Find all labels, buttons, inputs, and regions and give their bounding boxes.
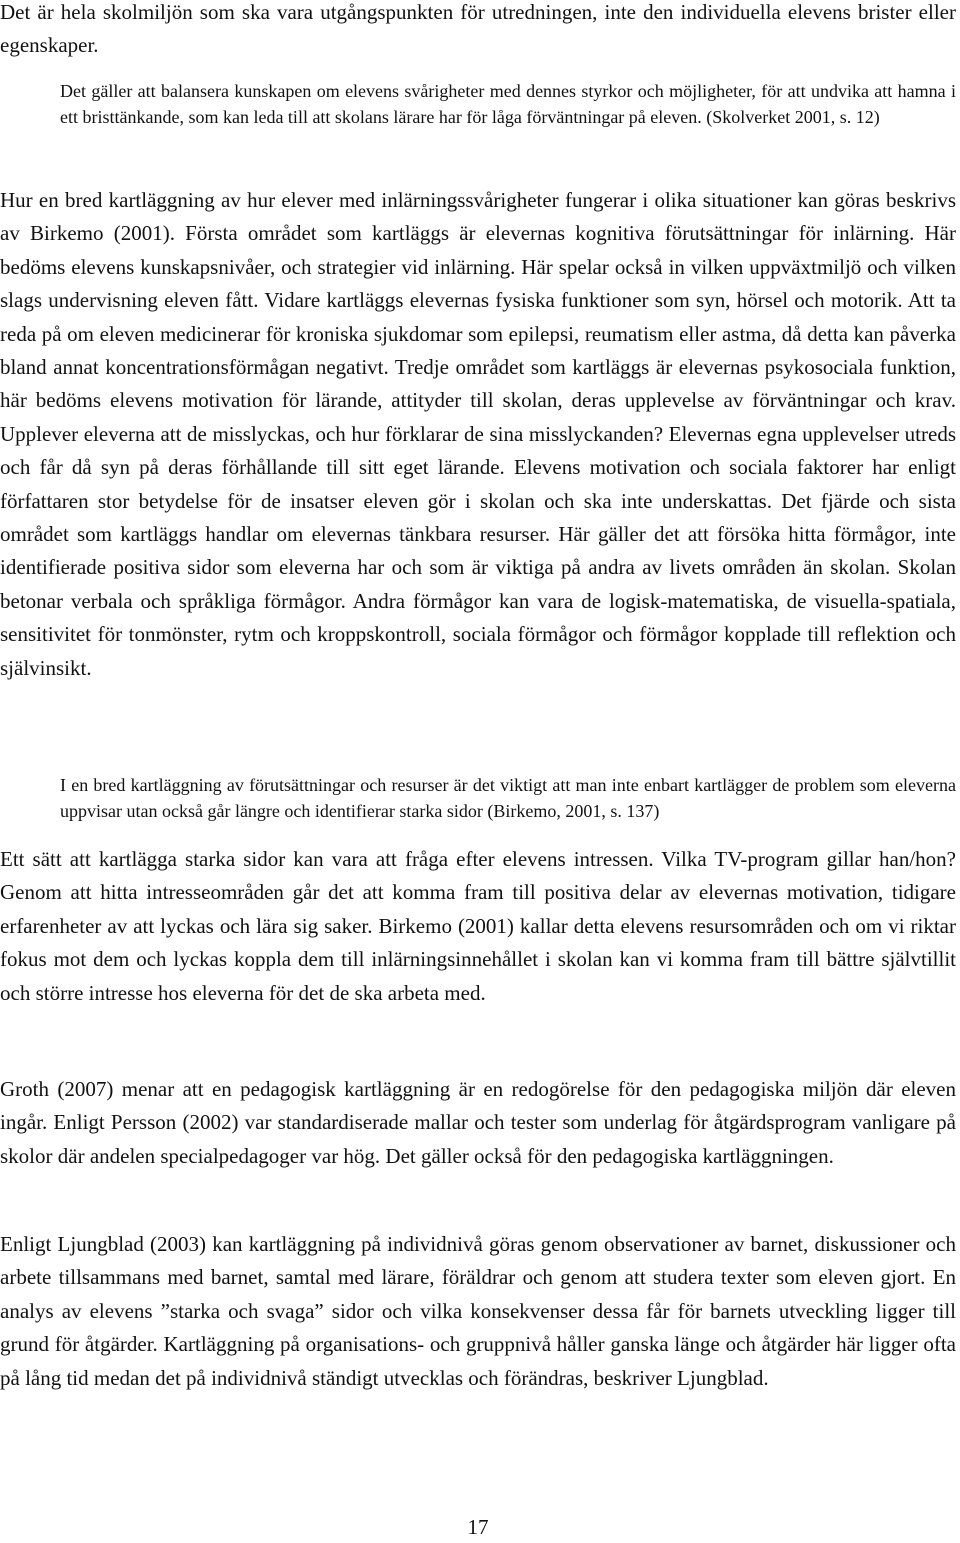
block-quote-skolverket: Det gäller att balansera kunskapen om elevens svårigheter med dennes styrkor och möjligheter, för att undvika att hamna i ett bristtänkande, som kan leda till att skolans lärare har för låga förväntningar på eleven. (Skolverket 2001, s. 12)	[60, 81, 956, 127]
paragraph-groth: Groth (2007) menar att en pedagogisk kartläggning är en redogörelse för den pedagogiska miljön där eleven ingår. Enligt Persson (2002) var standardiserade mallar och tester som underlag för åtgärdsprogram vanligare på skolor där andelen specialpedagoger var hög. Det gäller också för den pedagogiska kartläggningen.	[0, 1077, 956, 1168]
paragraph-ljungblad: Enligt Ljungblad (2003) kan kartläggning på individnivå göras genom observationer av barnet, diskussioner och arbete tillsammans med barnet, samtal med lärare, föräldrar och genom att studera texter som eleven gjort. En analys av elevens ”starka och svaga” sidor och vilka konsekvenser dessa får för barnets utveckling ligger till grund för åtgärder. Kartläggning på organisations- och gruppnivå håller ganska länge och åtgärder här ligger ofta på lång tid medan det på individnivå ständigt utvecklas och förändras, beskriver Ljungblad.	[0, 1232, 956, 1390]
paragraph-birkemo: Hur en bred kartläggning av hur elever med inlärningssvårigheter fungerar i olika situationer kan göras beskrivs av Birkemo (2001). Första området som kartläggs är elevernas kognitiva förutsättningar för inlärning. Här bedöms elevens kunskapsnivåer, och strategier vid inlärning. Här spelar också in vilken uppväxtmiljö och vilken slags undervisning eleven fått. Vidare kartläggs elevernas fysiska funktioner som syn, hörsel och motorik. Att ta reda på om eleven medicinerar för kroniska sjukdomar som epilepsi, reumatism eller astma, då detta kan påverka bland annat koncentrationsförmågan negativt. Tredje området som kartläggs är elevernas psykosociala funktion, här bedöms elevens motivation för lärande, attityder till skolan, deras upplevelse av förväntningar och krav. Upplever eleverna att de misslyckas, och hur förklarar de sina misslyckanden? Elevernas egna upplevelser utreds och får då syn på deras förhållande till sitt eget lärande. Elevens motivation och sociala faktorer har enligt författaren stor betydelse för de insatser eleven gör i skolan och ska inte underskattas. Det fjärde och sista området som kartläggs handlar om elevernas tänkbara resurser. Här gäller det att försöka hitta förmågor, inte identifierade positiva sidor som eleverna har och som är viktiga på andra av livets områden än skolan. Skolan betonar verbala och språkliga förmågor. Andra förmågor kan vara de logisk-matematiska, de visuella-spatiala, sensitivitet för tonmönster, rytm och kroppskontroll, sociala förmågor och förmågor kopplade till reflektion och självinsikt.	[0, 188, 956, 680]
paragraph-intro: Det är hela skolmiljön som ska vara utgångspunkten för utredningen, inte den individuella elevens brister eller egenskaper.	[0, 0, 956, 58]
paragraph-intressen: Ett sätt att kartlägga starka sidor kan vara att fråga efter elevens intressen. Vilka TV-program gillar han/hon? Genom att hitta intresseområden går det att komma fram till positiva delar av elevernas motivation, tidigare erfarenheter av att lyckas och lära sig saker. Birkemo (2001) kallar detta elevens resursområden och om vi riktar fokus mot dem och lyckas koppla dem till inlärningsinnehållet i skolan kan vi komma fram till bättre självtillit och större intresse hos eleverna för det de ska arbeta med.	[0, 847, 956, 1005]
page-number: 17	[467, 1515, 489, 1539]
block-quote-birkemo: I en bred kartläggning av förutsättningar och resurser är det viktigt att man inte enbart kartlägger de problem som eleverna uppvisar utan också går längre och identifierar starka sidor (Birkemo, 2001, s. 137)	[60, 775, 956, 821]
